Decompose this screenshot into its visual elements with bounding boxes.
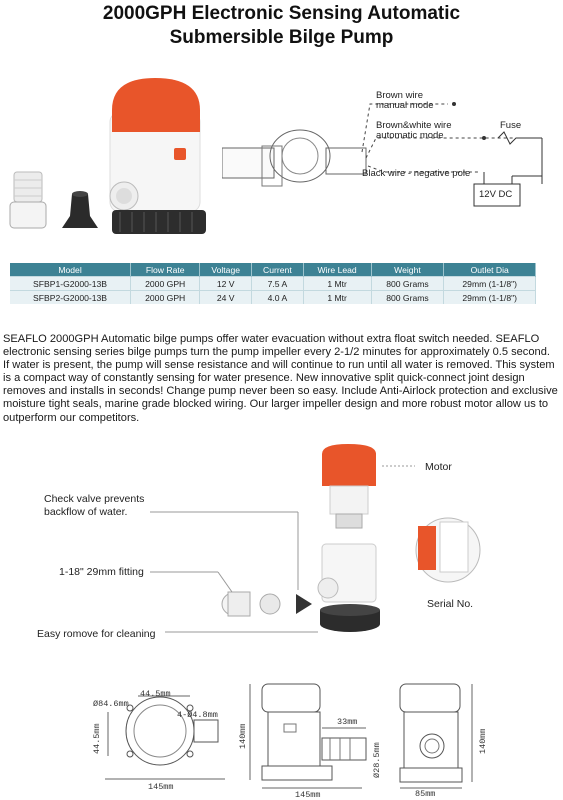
pump-body-image [110, 78, 206, 234]
table-cell: 29mm (1-1/8") [444, 277, 536, 291]
dim-width-label: 44.5mm [140, 689, 171, 699]
header-outlet-dia: Outlet Dia [444, 263, 536, 277]
spec-table-header [10, 263, 536, 277]
page-title-line1: 2000GPH Electronic Sensing Automatic [102, 3, 461, 24]
dim-outlet-label: 33mm [337, 717, 358, 727]
page-title-line2: Submersible Bilge Pump [169, 27, 394, 48]
spec-table [10, 263, 536, 304]
header-wire-lead: Wire Lead [303, 263, 371, 277]
table-cell: 1 Mtr [303, 277, 371, 291]
table-cell: 2000 GPH [131, 291, 200, 305]
hose-fitting-image [10, 172, 46, 228]
table-cell: 12 V [200, 277, 252, 291]
side-view-drawing [250, 684, 366, 788]
dim-length-label: 145mm [148, 782, 174, 792]
check-valve-callout-line1: Check valve prevents [44, 493, 145, 505]
dim-holes-label: 4-Ø4.8mm [177, 710, 218, 720]
automatic-mode-label: automatic mode [376, 130, 444, 141]
battery-label: 12V DC [479, 189, 513, 200]
table-cell: 7.5 A [252, 277, 304, 291]
cleaning-callout: Easy romove for cleaning [37, 628, 156, 640]
table-row [10, 291, 536, 305]
header-weight: Weight [371, 263, 444, 277]
header-current: Current [252, 263, 304, 277]
black-wire-label: Black wire - negative pole [362, 168, 471, 179]
dim-side-height-label: 140mm [238, 723, 248, 749]
table-cell: 1 Mtr [303, 291, 371, 305]
product-description: SEAFLO 2000GPH Automatic bilge pumps offer water evacuation without extra float switch needed. SEAFLO electronic sensing series bilge pumps turn the pump impeller every 2-1/2 minutes for approximately 0.5 second. If water is present, the pump will sense resistance and will continue to run until all water is removed. This system is a compact way of constantly sensing for water presence. New innovative split quick-connect joint design removes and installs in seconds! Change pump never been so easy. Include Anti-Airlock protection and exclusive moisture tight seals, marine grade blocked wiring. Our larger impeller design and more robust motor allow us to outperform our competitors. [3, 333, 558, 424]
header-model: Model [10, 263, 131, 277]
fuse-label: Fuse [500, 120, 522, 131]
motor-callout: Motor [425, 461, 452, 473]
fitting-callout: 1-18" 29mm fitting [59, 566, 144, 578]
table-cell: SFBP1-G2000-13B [10, 277, 131, 291]
table-cell: 29mm (1-1/8") [444, 291, 536, 305]
manual-mode-label: manual mode [376, 100, 434, 111]
dim-diameter-label: Ø84.6mm [93, 699, 129, 709]
dim-side-length-label: 145mm [295, 790, 321, 800]
table-cell: SFBP2-G2000-13B [10, 291, 131, 305]
dim-front-width-label: 85mm [415, 789, 436, 799]
header-flow-rate: Flow Rate [131, 263, 200, 277]
table-cell: 800 Grams [371, 277, 444, 291]
dim-height-label: 44.5mm [92, 723, 102, 754]
check-valve-callout-line2: backflow of water. [44, 506, 128, 518]
table-cell: 800 Grams [371, 291, 444, 305]
table-cell: 2000 GPH [131, 277, 200, 291]
table-cell: 24 V [200, 291, 252, 305]
brown-wire-label: Brown wire [376, 90, 423, 101]
serial-number-callout: Serial No. [427, 598, 474, 610]
brown-white-wire-label: Brown&white wire [376, 120, 452, 131]
front-view-drawing [400, 684, 472, 788]
table-cell: 4.0 A [252, 291, 304, 305]
dim-outlet-diameter-label: Ø28.5mm [372, 742, 382, 778]
check-valve-image [62, 191, 98, 228]
header-voltage: Voltage [200, 263, 252, 277]
table-row [10, 277, 536, 291]
dim-front-height-label: 140mm [478, 728, 488, 754]
exploded-view-diagram [0, 442, 563, 652]
pump-product-photo [0, 70, 230, 240]
